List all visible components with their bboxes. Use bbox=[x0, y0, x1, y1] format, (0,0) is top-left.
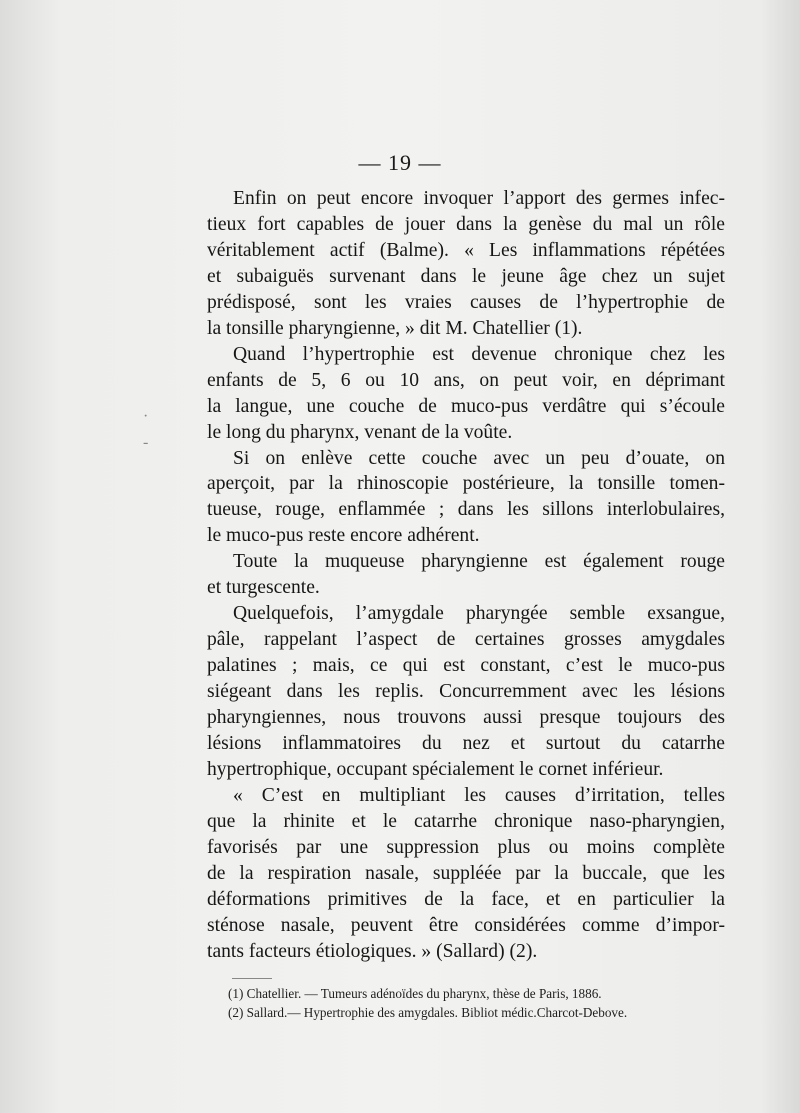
text-line: Quelquefois, l’amygdale pharyngée semble exsangue, bbox=[233, 603, 725, 625]
text-line: prédisposé, sont les vraies causes de l’hypertrophie de bbox=[207, 291, 725, 313]
text-line: Toute la muqueuse pharyngienne est également rouge bbox=[233, 551, 725, 573]
text-line: palatines ; mais, ce qui est constant, c’est le muco-pus bbox=[207, 655, 725, 677]
text-line: siégeant dans les replis. Concurremment avec les lésions bbox=[207, 681, 725, 703]
text-line: Quand l’hypertrophie est devenue chronique chez les bbox=[233, 343, 725, 365]
text-line: pharyngiennes, nous trouvons aussi presque toujours des bbox=[207, 707, 725, 729]
text-line: tieux fort capables de jouer dans la genèse du mal un rôle bbox=[207, 213, 725, 235]
footnote-rule bbox=[232, 978, 272, 979]
text-line: « C’est en multipliant les causes d’irritation, telles bbox=[233, 784, 725, 806]
page-number: — 19 — bbox=[358, 150, 442, 175]
text-line: tueuse, rouge, enflammée ; dans les sillons interlobulaires, bbox=[207, 499, 725, 521]
text-line: enfants de 5, 6 ou 10 ans, on peut voir, en déprimant bbox=[207, 369, 725, 391]
text-line: le muco-pus reste encore adhérent. bbox=[207, 525, 480, 547]
margin-dot: · bbox=[143, 408, 149, 425]
footnotes bbox=[228, 985, 728, 1022]
text-line: tants facteurs étiologiques. » (Sallard) (2). bbox=[207, 940, 538, 962]
text-line: le long du pharynx, venant de la voûte. bbox=[207, 421, 513, 443]
footnote: (2) Sallard.— Hypertrophie des amygdales. Bibliot médic.Charcot-Debove. bbox=[228, 1004, 628, 1020]
text-line: hypertrophique, occupant spécialement le cornet inférieur. bbox=[207, 758, 664, 780]
text-line: pâle, rappelant l’aspect de certaines grosses amygdales bbox=[207, 629, 725, 651]
text-line: lésions inflammatoires du nez et surtout du catarrhe bbox=[207, 733, 725, 755]
footnote: (1) Chatellier. — Tumeurs adénoïdes du pharynx, thèse de Paris, 1886. bbox=[228, 986, 602, 1001]
margin-dash: - bbox=[143, 434, 149, 451]
text-line: de la respiration nasale, suppléée par la buccale, que les bbox=[207, 862, 725, 884]
text-line: et turgescente. bbox=[207, 577, 320, 599]
text-line: que la rhinite et le catarrhe chronique naso-pharyngien, bbox=[207, 810, 725, 832]
text-line: aperçoit, par la rhinoscopie postérieure, la tonsille tomen- bbox=[207, 473, 725, 495]
text-line: Si on enlève cette couche avec un peu d’ouate, on bbox=[233, 447, 725, 469]
body-text bbox=[207, 186, 725, 965]
text-line: la langue, une couche de muco-pus verdâtre qui s’écoule bbox=[207, 395, 725, 417]
text-line: déformations primitives de la face, et en particulier la bbox=[207, 888, 725, 910]
text-line: Enfin on peut encore invoquer l’apport des germes infec- bbox=[233, 188, 725, 209]
text-line: favorisés par une suppression plus ou moins complète bbox=[207, 836, 725, 858]
text-line: la tonsille pharyngienne, » dit M. Chatellier (1). bbox=[207, 317, 583, 339]
text-line: sténose nasale, peuvent être considérées comme d’impor- bbox=[207, 914, 725, 936]
text-line: et subaiguës survenant dans le jeune âge chez un sujet bbox=[207, 265, 725, 287]
text-line: véritablement actif (Balme). « Les inflammations répétées bbox=[207, 239, 725, 261]
